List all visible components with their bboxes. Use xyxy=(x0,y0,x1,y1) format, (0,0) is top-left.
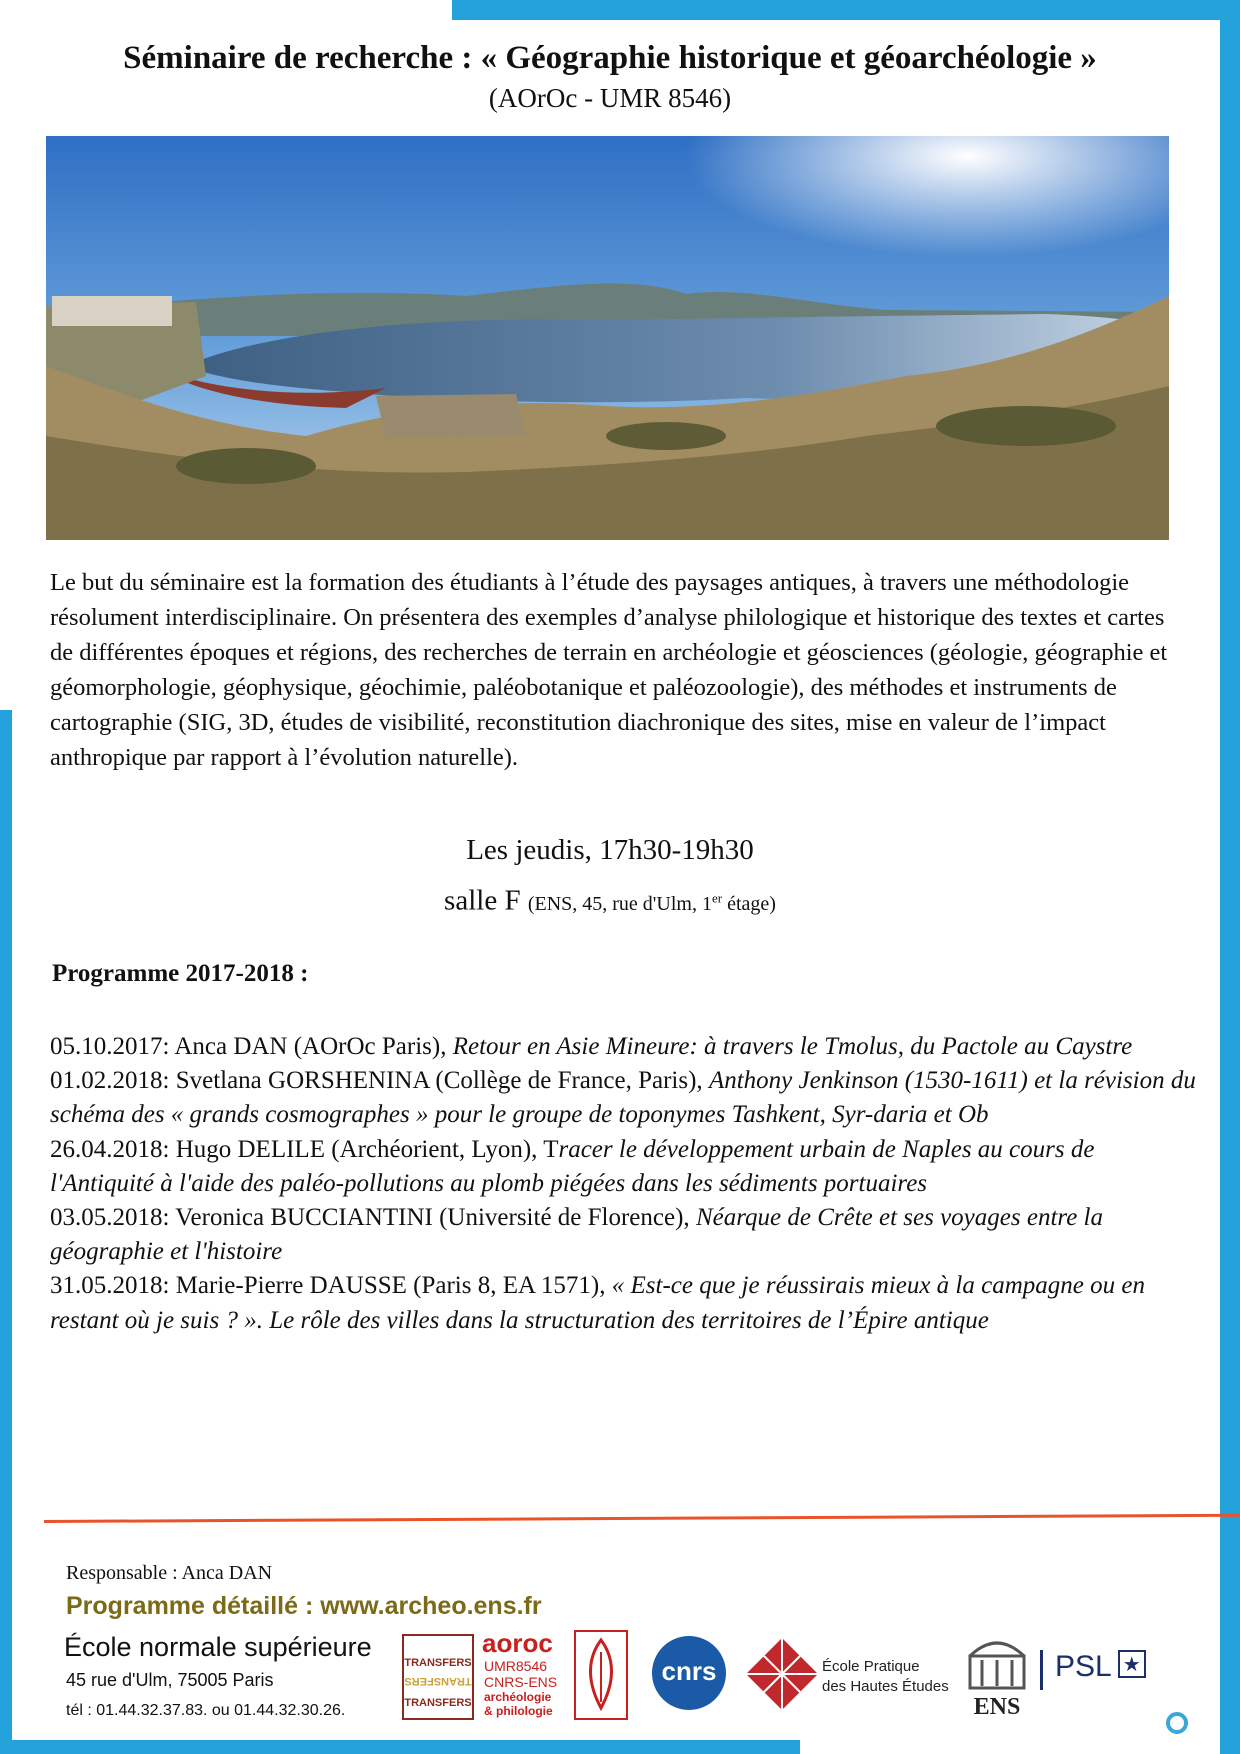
ephe-line2: des Hautes Études xyxy=(822,1678,949,1695)
landscape-photo xyxy=(46,136,1169,540)
top-accent-bar xyxy=(452,0,1240,20)
ens-building-icon xyxy=(962,1626,1032,1692)
responsable: Responsable : Anca DAN xyxy=(66,1562,273,1584)
svg-text:TRANSFERS: TRANSFERS xyxy=(404,1697,472,1709)
room-name: salle F xyxy=(444,884,521,917)
aoroc-line2: CNRS-ENS xyxy=(484,1674,558,1690)
ens-label: ENS xyxy=(973,1694,1021,1720)
room-detail: (ENS, 45, rue d'Ulm, 1er étage) xyxy=(527,890,776,915)
session-item: 05.10.2017: Anca DAN (AOrOc Paris), Retour en Asie Mineure: à travers le Tmolus, du Pactole au Caystre xyxy=(50,1033,1133,1060)
ens-logo xyxy=(962,1626,1032,1724)
session-item: 26.04.2018: Hugo DELILE (Archéorient, Lyon), Tracer le développement urbain de Naples au cours de l'Antiquité à l'aide des paléo-pollutions au plomb piégées dans les sédiments portuaires xyxy=(50,1135,1095,1197)
schedule-room xyxy=(0,878,1220,924)
schedule-days: Les jeudis, 17h30-19h30 xyxy=(466,834,754,866)
aoroc-logo xyxy=(480,1628,630,1724)
ephe-logo xyxy=(744,1636,954,1716)
seminar-title: Séminaire de recherche : « Géographie historique et géoarchéologie » xyxy=(123,40,1097,76)
programme-sessions xyxy=(50,1030,1200,1338)
school-address: 45 rue d'Ulm, 75005 Paris xyxy=(66,1670,274,1690)
ephe-diamond-icon xyxy=(744,1636,820,1712)
right-accent-bar xyxy=(1220,0,1240,1754)
footer-divider xyxy=(44,1514,1240,1523)
session-item: 03.05.2018: Veronica BUCCIANTINI (Université de Florence), Néarque de Crête et ses voyages entre la géographie et l'histoire xyxy=(50,1204,1103,1266)
seminar-subtitle: (AOrOc - UMR 8546) xyxy=(488,83,732,113)
psl-logo xyxy=(1040,1650,1150,1690)
svg-text:TRANSFERS: TRANSFERS xyxy=(404,1657,472,1669)
aoroc-line3: archéologie xyxy=(484,1690,552,1704)
corner-badge-icon xyxy=(1166,1712,1188,1734)
session-item: 31.05.2018: Marie-Pierre DAUSSE (Paris 8, EA 1571), « Est-ce que je réussirais mieux à la campagne ou en restant où je suis ? ». Le rôle des villes dans la structuration des territoires de l’Épire antique xyxy=(50,1272,1145,1334)
transfers-logo xyxy=(402,1634,474,1720)
aoroc-name: aoroc xyxy=(482,1628,553,1658)
aoroc-line4: & philologie xyxy=(484,1704,553,1718)
cnrs-logo xyxy=(652,1636,726,1710)
svg-text:TRANSFERS: TRANSFERS xyxy=(404,1675,472,1687)
school-name: École normale supérieure xyxy=(64,1632,372,1662)
ephe-line1: École Pratique xyxy=(822,1658,920,1675)
seminar-description: Le but du séminaire est la formation des étudiants à l’étude des paysages antiques, à travers une méthodologie résolument interdisciplinaire. On présentera des exemples d’analyse philologique et historique des textes et cartes de différentes époques et régions, des recherches de terrain en archéologie et géosciences (géologie, géographie et géomorphologie, géophysique, géochimie, paléobotanique et paléozoologie), des méthodes et instruments de cartographie (SIG, 3D, études de visibilité, reconstitution diachronique des sites, mise en valeur de l’impact anthropique par rapport à l’évolution naturelle). xyxy=(50,569,1168,771)
cnrs-label: cnrs xyxy=(661,1656,717,1686)
star-icon: ★ xyxy=(1118,1650,1146,1678)
session-item: 01.02.2018: Svetlana GORSHENINA (Collège de France, Paris), Anthony Jenkinson (1530-1611) et la révision du schéma des « grands cosmographes » pour le groupe de toponymes Tashkent, Syr-daria et Ob xyxy=(50,1067,1196,1129)
programme-heading: Programme 2017-2018 : xyxy=(52,960,309,987)
school-phone: tél : 01.44.32.37.83. ou 01.44.32.30.26. xyxy=(66,1702,346,1719)
psl-label: PSL xyxy=(1055,1650,1112,1683)
aoroc-line1: UMR8546 xyxy=(484,1658,548,1674)
quill-icon xyxy=(574,1630,628,1720)
bottom-accent-bar xyxy=(0,1740,800,1754)
programme-detail-link[interactable]: Programme détaillé : www.archeo.ens.fr xyxy=(66,1592,542,1620)
